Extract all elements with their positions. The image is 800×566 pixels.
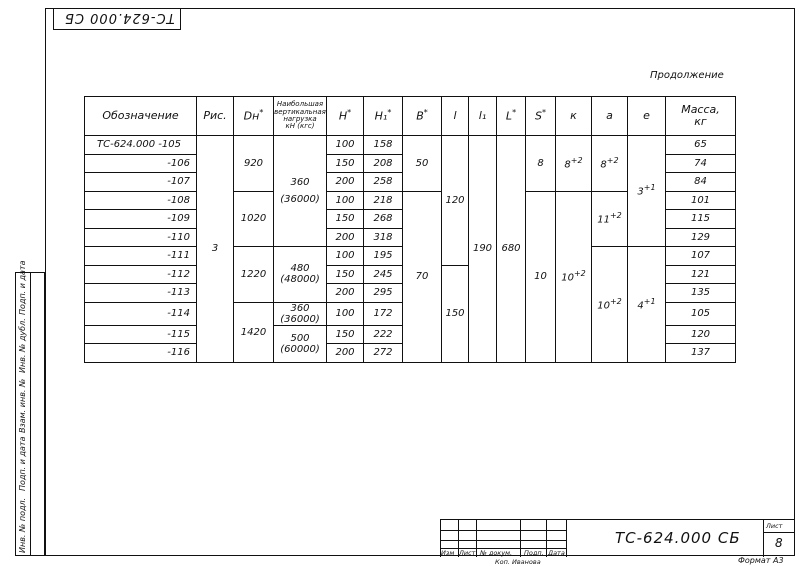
header-dn: Dн*: [234, 97, 274, 136]
h-cell: 200: [327, 173, 364, 192]
stamp-line: [440, 530, 566, 531]
mass-cell: 135: [666, 284, 736, 303]
side-stamp: [15, 260, 45, 556]
dn-cell: 1420: [234, 302, 274, 362]
h-cell: 200: [327, 284, 364, 303]
k-cell: $10^{+2}$: [556, 191, 592, 362]
h1-cell: 172: [364, 302, 403, 325]
mass-cell: 120: [666, 325, 736, 344]
h1-cell: 195: [364, 247, 403, 266]
header-b: B*: [403, 97, 442, 136]
h-cell: 200: [327, 344, 364, 363]
sheet-number: 8: [775, 536, 783, 550]
e-cell: $3^{+1}$: [628, 136, 666, 247]
designation-cell: -110: [85, 228, 197, 247]
a-cell: $11^{+2}$: [592, 191, 628, 247]
header-s: S*: [526, 97, 556, 136]
b-cell: 70: [403, 191, 442, 362]
mass-cell: 65: [666, 136, 736, 155]
h-cell: 100: [327, 136, 364, 155]
h1-cell: 158: [364, 136, 403, 155]
h1-cell: 295: [364, 284, 403, 303]
mass-cell: 137: [666, 344, 736, 363]
side-label-dubl: Инв. № дубл.: [18, 318, 27, 373]
stamp-code: ТС-624.000 СБ: [615, 529, 741, 547]
l-cell: 120: [442, 136, 469, 266]
spec-table: [84, 96, 736, 363]
designation-cell: -116: [85, 344, 197, 363]
stamp-line: [440, 540, 566, 541]
stamp-col-doc: № докум.: [480, 549, 513, 557]
mass-cell: 84: [666, 173, 736, 192]
stamp-line: [520, 520, 521, 557]
load-cell: 480 (48000): [274, 247, 327, 303]
designation-cell: -113: [85, 284, 197, 303]
header-l1: l₁: [469, 97, 497, 136]
mass-cell: 121: [666, 265, 736, 284]
header-e: e: [628, 97, 666, 136]
h1-cell: 318: [364, 228, 403, 247]
h-cell: 200: [327, 228, 364, 247]
mass-cell: 101: [666, 191, 736, 210]
e-cell: $4^{+1}$: [628, 247, 666, 363]
header-h1: H₁*: [364, 97, 403, 136]
lbig-cell: 680: [497, 136, 526, 363]
load-cell: 360 (36000): [274, 302, 327, 325]
h1-cell: 268: [364, 210, 403, 229]
load-cell: 500 (60000): [274, 325, 327, 362]
header-k: к: [556, 97, 592, 136]
header-designation: Обозначение: [85, 97, 197, 136]
h1-cell: 258: [364, 173, 403, 192]
stamp-line: [763, 532, 795, 533]
h1-cell: 222: [364, 325, 403, 344]
header-lbig: L*: [497, 97, 526, 136]
k-cell: $8^{+2}$: [556, 136, 592, 192]
stamp-line: [546, 520, 547, 557]
designation-cell: -114: [85, 302, 197, 325]
h1-cell: 245: [364, 265, 403, 284]
designation-cell: ТС-624.000 -105: [85, 136, 197, 155]
side-label-sign2: Подп. и дата: [18, 260, 27, 315]
stamp-line: [566, 520, 567, 557]
mass-cell: 115: [666, 210, 736, 229]
designation-cell: -107: [85, 173, 197, 192]
stamp-line: [763, 520, 764, 557]
table-row: [85, 136, 736, 155]
dn-cell: 1020: [234, 191, 274, 247]
side-stamp-divider: [30, 273, 31, 555]
continuation-label: Продолжение: [650, 70, 724, 81]
dn-cell: 920: [234, 136, 274, 192]
l1-cell: 190: [469, 136, 497, 363]
h-cell: 150: [327, 210, 364, 229]
side-label-inv: Инв. № подл.: [18, 497, 27, 553]
mass-cell: 74: [666, 154, 736, 173]
h-cell: 100: [327, 302, 364, 325]
h1-cell: 208: [364, 154, 403, 173]
designation-cell: -109: [85, 210, 197, 229]
dn-cell: 1220: [234, 247, 274, 303]
h1-cell: 272: [364, 344, 403, 363]
stamp-kop: Коп. Иванова: [495, 558, 541, 566]
mass-cell: 129: [666, 228, 736, 247]
header-load: Наибольшая вертикальная нагрузка кН (кгс): [274, 97, 327, 136]
header-h: H*: [327, 97, 364, 136]
h-cell: 150: [327, 325, 364, 344]
mass-cell: 107: [666, 247, 736, 266]
a-cell: $10^{+2}$: [592, 247, 628, 363]
stamp-col-sign: Подп.: [524, 549, 544, 557]
sheet-label: Лист: [766, 522, 783, 530]
stamp-col-list: Лист: [459, 549, 476, 557]
designation-cell: -106: [85, 154, 197, 173]
b-cell: 50: [403, 136, 442, 192]
header-fig: Рис.: [197, 97, 234, 136]
header-a: a: [592, 97, 628, 136]
h-cell: 100: [327, 247, 364, 266]
designation-cell: -111: [85, 247, 197, 266]
stamp-col-date: Дата: [548, 549, 565, 557]
s-cell: 8: [526, 136, 556, 192]
side-label-sign1: Подп. и дата: [18, 436, 27, 491]
stamp-col-izm: Изм: [441, 549, 455, 557]
format-label: Формат А3: [738, 556, 784, 565]
stamp-line: [476, 520, 477, 557]
load-cell: 360 (36000): [274, 136, 327, 247]
s-cell: 10: [526, 191, 556, 362]
h1-cell: 218: [364, 191, 403, 210]
h-cell: 150: [327, 265, 364, 284]
mass-cell: 105: [666, 302, 736, 325]
header-row: [85, 97, 736, 136]
designation-cell: -115: [85, 325, 197, 344]
a-cell: $8^{+2}$: [592, 136, 628, 192]
top-code-box: [53, 8, 181, 30]
designation-cell: -112: [85, 265, 197, 284]
h-cell: 150: [327, 154, 364, 173]
fig-cell: 3: [197, 136, 234, 363]
h-cell: 100: [327, 191, 364, 210]
designation-cell: -108: [85, 191, 197, 210]
l-cell: 150: [442, 265, 469, 362]
top-code: ТС-624.000 СБ: [64, 10, 175, 25]
header-mass: Масса, кг: [666, 97, 736, 136]
side-label-vzam: Взам. инв. №: [18, 378, 27, 433]
header-l: l: [442, 97, 469, 136]
